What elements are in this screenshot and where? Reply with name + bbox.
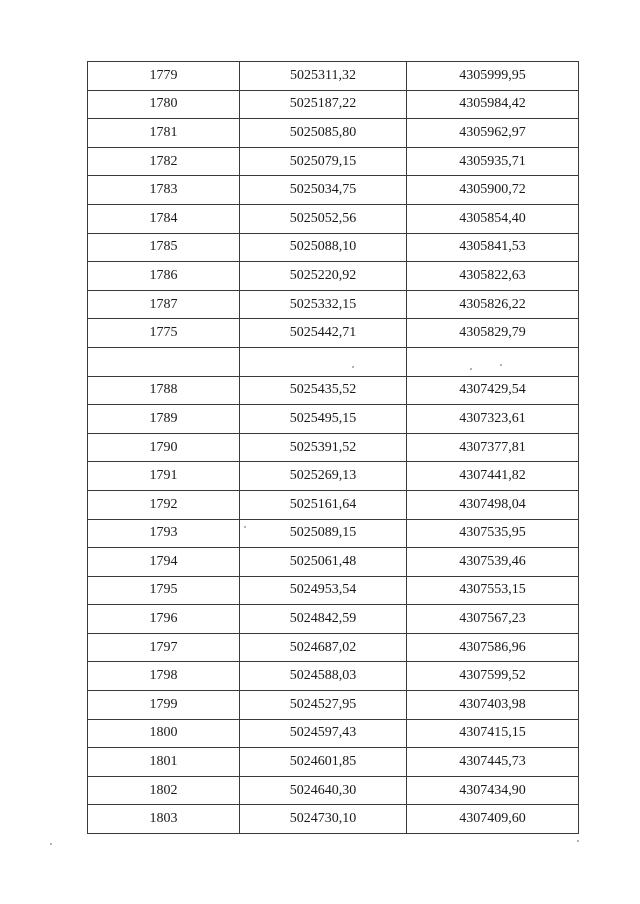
point-number-cell: 1797 [88,633,240,662]
point-number-cell: 1798 [88,662,240,691]
y-coordinate-cell: 4305854,40 [407,204,579,233]
table-row [88,462,579,491]
table-row [88,576,579,605]
y-coordinate-cell: 4307567,23 [407,605,579,634]
x-coordinate-cell: 5024588,03 [240,662,407,691]
table-row [88,748,579,777]
point-number-cell: 1781 [88,119,240,148]
scan-speck [470,368,472,370]
point-number-cell: 1791 [88,462,240,491]
point-number-cell: 1775 [88,319,240,348]
x-coordinate-cell: 5025085,80 [240,119,407,148]
x-coordinate-cell: 5025332,15 [240,290,407,319]
table-row [88,490,579,519]
point-number-cell: 1795 [88,576,240,605]
point-number-cell [88,347,240,376]
table-row [88,290,579,319]
y-coordinate-cell: 4307441,82 [407,462,579,491]
x-coordinate-cell: 5025220,92 [240,262,407,291]
y-coordinate-cell: 4307429,54 [407,376,579,405]
table-row [88,90,579,119]
x-coordinate-cell: 5025495,15 [240,405,407,434]
point-number-cell: 1799 [88,691,240,720]
table-row [88,233,579,262]
y-coordinate-cell: 4307403,98 [407,691,579,720]
table-row [88,347,579,376]
y-coordinate-cell: 4305984,42 [407,90,579,119]
table-row [88,147,579,176]
table-row [88,719,579,748]
point-number-cell: 1790 [88,433,240,462]
x-coordinate-cell: 5025435,52 [240,376,407,405]
x-coordinate-cell: 5024527,95 [240,691,407,720]
x-coordinate-cell: 5024953,54 [240,576,407,605]
y-coordinate-cell: 4305826,22 [407,290,579,319]
table-row [88,805,579,834]
x-coordinate-cell: 5025089,15 [240,519,407,548]
point-number-cell: 1786 [88,262,240,291]
y-coordinate-cell: 4307445,73 [407,748,579,777]
table-row [88,376,579,405]
y-coordinate-cell: 4307377,81 [407,433,579,462]
x-coordinate-cell: 5025088,10 [240,233,407,262]
coordinates-table [87,61,579,834]
table-row [88,633,579,662]
table-row [88,433,579,462]
y-coordinate-cell: 4307539,46 [407,548,579,577]
y-coordinate-cell: 4307535,95 [407,519,579,548]
point-number-cell: 1785 [88,233,240,262]
point-number-cell: 1789 [88,405,240,434]
table-row [88,262,579,291]
scan-speck [352,366,354,368]
y-coordinate-cell: 4305900,72 [407,176,579,205]
table-row [88,319,579,348]
point-number-cell: 1784 [88,204,240,233]
x-coordinate-cell [240,347,407,376]
x-coordinate-cell: 5025061,48 [240,548,407,577]
table-row [88,62,579,91]
y-coordinate-cell: 4305829,79 [407,319,579,348]
x-coordinate-cell: 5025052,56 [240,204,407,233]
point-number-cell: 1788 [88,376,240,405]
point-number-cell: 1800 [88,719,240,748]
x-coordinate-cell: 5025079,15 [240,147,407,176]
y-coordinate-cell: 4305962,97 [407,119,579,148]
y-coordinate-cell: 4307323,61 [407,405,579,434]
x-coordinate-cell: 5024601,85 [240,748,407,777]
coordinates-table-body [88,62,579,834]
y-coordinate-cell: 4305999,95 [407,62,579,91]
point-number-cell: 1802 [88,776,240,805]
x-coordinate-cell: 5024687,02 [240,633,407,662]
x-coordinate-cell: 5024730,10 [240,805,407,834]
point-number-cell: 1793 [88,519,240,548]
table-row [88,691,579,720]
point-number-cell: 1801 [88,748,240,777]
x-coordinate-cell: 5024640,30 [240,776,407,805]
point-number-cell: 1779 [88,62,240,91]
x-coordinate-cell: 5025187,22 [240,90,407,119]
table-row [88,605,579,634]
table-row [88,519,579,548]
y-coordinate-cell: 4307434,90 [407,776,579,805]
point-number-cell: 1780 [88,90,240,119]
y-coordinate-cell [407,347,579,376]
y-coordinate-cell: 4307599,52 [407,662,579,691]
y-coordinate-cell: 4305822,63 [407,262,579,291]
x-coordinate-cell: 5025269,13 [240,462,407,491]
point-number-cell: 1782 [88,147,240,176]
table-row [88,776,579,805]
table-row [88,204,579,233]
x-coordinate-cell: 5025391,52 [240,433,407,462]
x-coordinate-cell: 5025034,75 [240,176,407,205]
x-coordinate-cell: 5025161,64 [240,490,407,519]
y-coordinate-cell: 4305841,53 [407,233,579,262]
y-coordinate-cell: 4307409,60 [407,805,579,834]
point-number-cell: 1794 [88,548,240,577]
table-row [88,176,579,205]
y-coordinate-cell: 4307415,15 [407,719,579,748]
table-row [88,119,579,148]
point-number-cell: 1796 [88,605,240,634]
x-coordinate-cell: 5025442,71 [240,319,407,348]
y-coordinate-cell: 4307498,04 [407,490,579,519]
y-coordinate-cell: 4307553,15 [407,576,579,605]
x-coordinate-cell: 5024597,43 [240,719,407,748]
table-row [88,548,579,577]
x-coordinate-cell: 5025311,32 [240,62,407,91]
scan-speck [50,843,52,845]
scan-speck [500,364,502,366]
point-number-cell: 1787 [88,290,240,319]
scan-speck [577,840,579,842]
table-row [88,405,579,434]
y-coordinate-cell: 4307586,96 [407,633,579,662]
x-coordinate-cell: 5024842,59 [240,605,407,634]
point-number-cell: 1803 [88,805,240,834]
scan-speck [244,526,246,528]
table-row [88,662,579,691]
point-number-cell: 1783 [88,176,240,205]
y-coordinate-cell: 4305935,71 [407,147,579,176]
point-number-cell: 1792 [88,490,240,519]
